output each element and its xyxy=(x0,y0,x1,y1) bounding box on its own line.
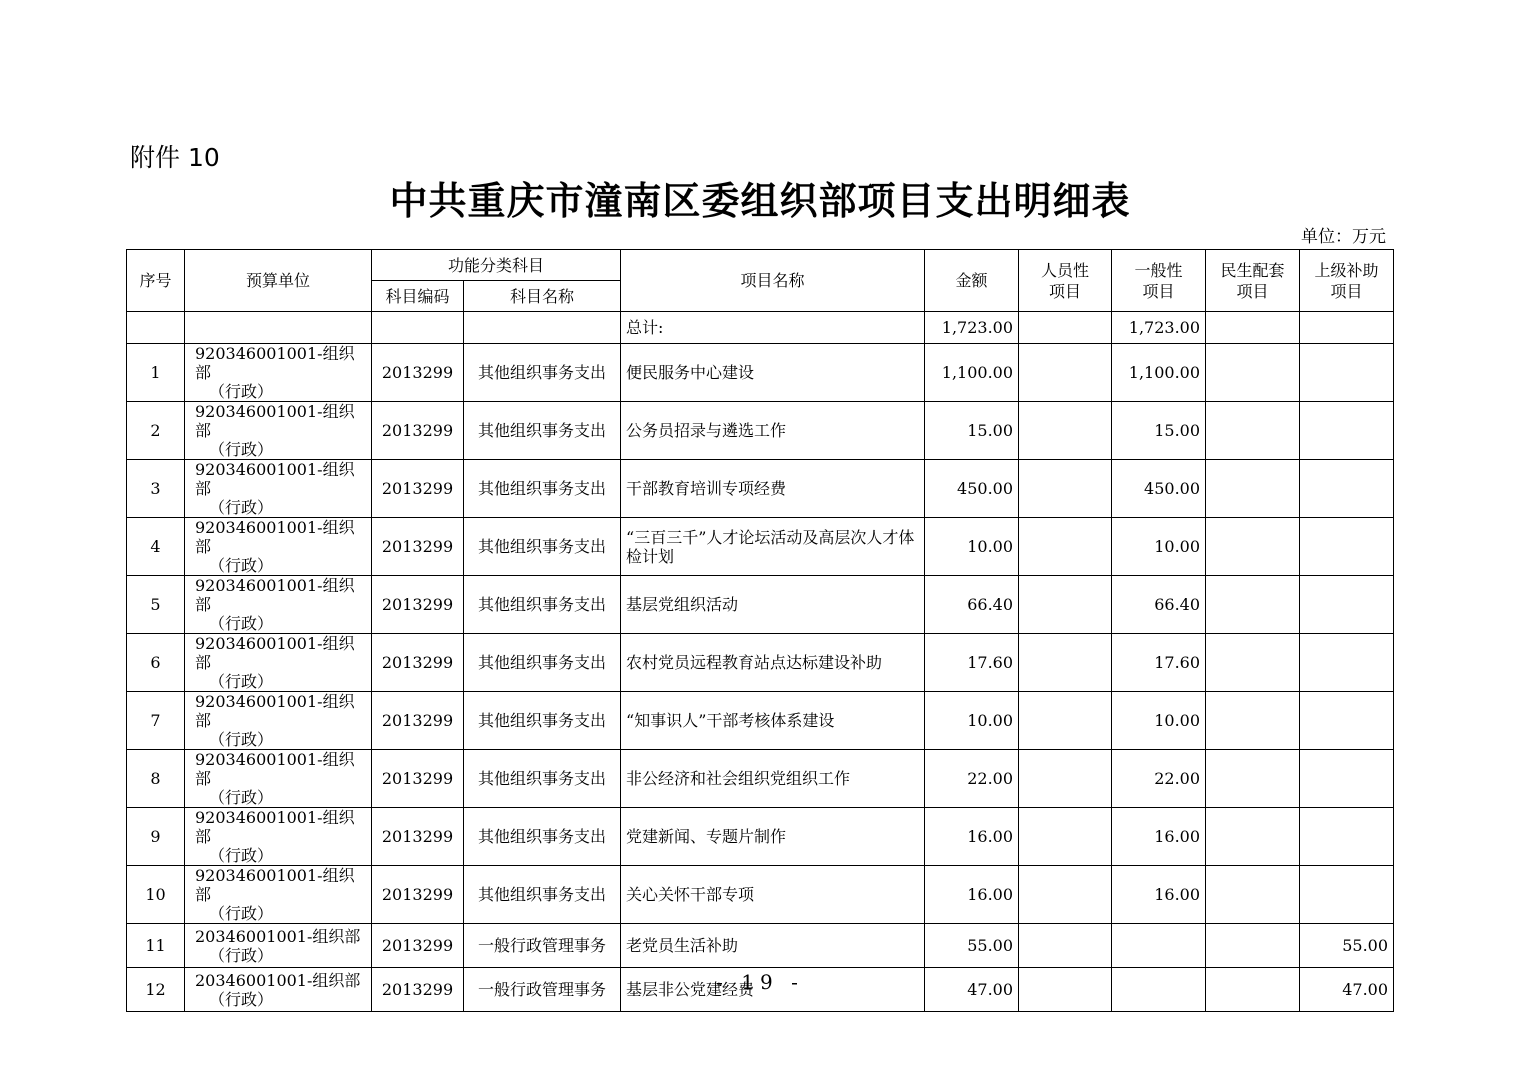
budget-unit-cell xyxy=(185,518,372,576)
total-unit-cell xyxy=(185,312,372,344)
subject-name-cell: 其他组织事务支出 xyxy=(464,344,621,402)
budget-unit-code: 920346001001-组织部 xyxy=(195,460,355,498)
subject-name-cell: 其他组织事务支出 xyxy=(464,402,621,460)
total-superior-cell xyxy=(1300,312,1394,344)
project-name-cell: 干部教育培训专项经费 xyxy=(621,460,925,518)
budget-unit-code: 920346001001-组织部 xyxy=(195,866,355,904)
header-general-line2: 项目 xyxy=(1142,281,1175,301)
livelihood-cell xyxy=(1206,866,1300,924)
table-row xyxy=(127,344,1394,402)
general-cell: 66.40 xyxy=(1112,576,1206,634)
table-row xyxy=(127,634,1394,692)
budget-unit-type: （行政） xyxy=(209,672,274,691)
header-budget-unit: 预算单位 xyxy=(185,250,372,312)
budget-unit-type: （行政） xyxy=(209,730,274,749)
general-cell: 1,100.00 xyxy=(1112,344,1206,402)
personnel-cell xyxy=(1019,750,1112,808)
header-subject-name: 科目名称 xyxy=(464,281,621,312)
personnel-cell xyxy=(1019,692,1112,750)
subject-code-cell: 2013299 xyxy=(372,750,464,808)
budget-unit-type: （行政） xyxy=(209,614,274,633)
general-cell: 450.00 xyxy=(1112,460,1206,518)
livelihood-cell xyxy=(1206,460,1300,518)
subject-code-cell: 2013299 xyxy=(372,968,464,1012)
superior-cell xyxy=(1300,866,1394,924)
superior-cell xyxy=(1300,634,1394,692)
header-project-name: 项目名称 xyxy=(621,250,925,312)
subject-code-cell: 2013299 xyxy=(372,924,464,968)
budget-unit-cell xyxy=(185,692,372,750)
subject-name-cell: 其他组织事务支出 xyxy=(464,866,621,924)
budget-unit-type: （行政） xyxy=(209,788,274,807)
personnel-cell xyxy=(1019,402,1112,460)
superior-cell: 55.00 xyxy=(1300,924,1394,968)
budget-unit-cell xyxy=(185,576,372,634)
amount-cell: 55.00 xyxy=(925,924,1019,968)
general-cell: 15.00 xyxy=(1112,402,1206,460)
subject-code-cell: 2013299 xyxy=(372,518,464,576)
subject-code-cell: 2013299 xyxy=(372,866,464,924)
project-name-cell: 非公经济和社会组织党组织工作 xyxy=(621,750,925,808)
personnel-cell xyxy=(1019,518,1112,576)
project-name-cell: 基层非公党建经费 xyxy=(621,968,925,1012)
total-amount: 1,723.00 xyxy=(925,312,1019,344)
header-general xyxy=(1112,250,1206,312)
superior-cell xyxy=(1300,576,1394,634)
subject-name-cell: 一般行政管理事务 xyxy=(464,924,621,968)
superior-cell xyxy=(1300,750,1394,808)
amount-cell: 1,100.00 xyxy=(925,344,1019,402)
personnel-cell xyxy=(1019,634,1112,692)
seq-cell: 1 xyxy=(127,344,185,402)
budget-unit-cell xyxy=(185,866,372,924)
livelihood-cell xyxy=(1206,692,1300,750)
subject-name-cell: 其他组织事务支出 xyxy=(464,634,621,692)
header-personnel-line2: 项目 xyxy=(1049,281,1082,301)
table-row xyxy=(127,924,1394,968)
budget-unit-code: 20346001001-组织部 xyxy=(195,970,361,990)
budget-unit-cell xyxy=(185,750,372,808)
general-cell: 10.00 xyxy=(1112,692,1206,750)
budget-unit-type: （行政） xyxy=(209,945,274,965)
table-row xyxy=(127,808,1394,866)
table-row xyxy=(127,402,1394,460)
table-row xyxy=(127,866,1394,924)
budget-unit-cell xyxy=(185,344,372,402)
subject-code-cell: 2013299 xyxy=(372,460,464,518)
subject-name-cell: 其他组织事务支出 xyxy=(464,750,621,808)
budget-unit-code: 920346001001-组织部 xyxy=(195,634,355,672)
livelihood-cell xyxy=(1206,808,1300,866)
table-header xyxy=(127,250,1394,312)
seq-cell: 7 xyxy=(127,692,185,750)
total-livelihood-cell xyxy=(1206,312,1300,344)
livelihood-cell xyxy=(1206,518,1300,576)
table-row xyxy=(127,750,1394,808)
amount-cell: 16.00 xyxy=(925,866,1019,924)
budget-unit-code: 920346001001-组织部 xyxy=(195,344,355,382)
page-number: - 19 - xyxy=(716,970,804,994)
livelihood-cell xyxy=(1206,576,1300,634)
subject-code-cell: 2013299 xyxy=(372,344,464,402)
subject-name-cell: 其他组织事务支出 xyxy=(464,460,621,518)
subject-code-cell: 2013299 xyxy=(372,402,464,460)
seq-cell: 8 xyxy=(127,750,185,808)
header-general-line1: 一般性 xyxy=(1134,260,1183,280)
unit-label: 单位：万元 xyxy=(1301,227,1386,247)
budget-unit-code: 920346001001-组织部 xyxy=(195,692,355,730)
amount-cell: 16.00 xyxy=(925,808,1019,866)
amount-cell: 10.00 xyxy=(925,692,1019,750)
project-name-cell: 党建新闻、专题片制作 xyxy=(621,808,925,866)
general-cell xyxy=(1112,924,1206,968)
subject-name-cell: 其他组织事务支出 xyxy=(464,692,621,750)
total-label: 总计: xyxy=(621,312,925,344)
total-subject-cell xyxy=(464,312,621,344)
attachment-label: 附件 10 xyxy=(130,143,220,172)
table-row xyxy=(127,576,1394,634)
header-subject-code: 科目编码 xyxy=(372,281,464,312)
subject-name-cell: 其他组织事务支出 xyxy=(464,518,621,576)
budget-unit-type: （行政） xyxy=(209,989,274,1009)
header-superior-line1: 上级补助 xyxy=(1314,260,1379,280)
project-name-cell: 关心关怀干部专项 xyxy=(621,866,925,924)
subject-code-cell: 2013299 xyxy=(372,808,464,866)
header-func-class: 功能分类科目 xyxy=(372,250,621,281)
seq-cell: 10 xyxy=(127,866,185,924)
total-code-cell xyxy=(372,312,464,344)
project-name-cell: 老党员生活补助 xyxy=(621,924,925,968)
budget-unit-code: 920346001001-组织部 xyxy=(195,518,355,556)
header-personnel xyxy=(1019,250,1112,312)
personnel-cell xyxy=(1019,344,1112,402)
budget-unit-type: （行政） xyxy=(209,440,274,459)
general-cell: 22.00 xyxy=(1112,750,1206,808)
general-cell: 17.60 xyxy=(1112,634,1206,692)
personnel-cell xyxy=(1019,924,1112,968)
budget-unit-type: （行政） xyxy=(209,556,274,575)
subject-code-cell: 2013299 xyxy=(372,634,464,692)
project-name-cell: 基层党组织活动 xyxy=(621,576,925,634)
table-body xyxy=(127,312,1394,1012)
amount-cell: 47.00 xyxy=(925,968,1019,1012)
budget-unit-type: （行政） xyxy=(209,382,274,401)
amount-cell: 22.00 xyxy=(925,750,1019,808)
amount-cell: 15.00 xyxy=(925,402,1019,460)
project-name-cell: 公务员招录与遴选工作 xyxy=(621,402,925,460)
superior-cell xyxy=(1300,402,1394,460)
seq-cell: 9 xyxy=(127,808,185,866)
total-general: 1,723.00 xyxy=(1112,312,1206,344)
budget-unit-cell xyxy=(185,924,372,968)
subject-name-cell: 其他组织事务支出 xyxy=(464,576,621,634)
amount-cell: 17.60 xyxy=(925,634,1019,692)
superior-cell xyxy=(1300,460,1394,518)
superior-cell xyxy=(1300,344,1394,402)
budget-unit-type: （行政） xyxy=(209,904,274,923)
project-name-cell: “知事识人”干部考核体系建设 xyxy=(621,692,925,750)
livelihood-cell xyxy=(1206,750,1300,808)
header-seq: 序号 xyxy=(127,250,185,312)
seq-cell: 11 xyxy=(127,924,185,968)
seq-cell: 4 xyxy=(127,518,185,576)
seq-cell: 2 xyxy=(127,402,185,460)
personnel-cell xyxy=(1019,808,1112,866)
total-row xyxy=(127,312,1394,344)
budget-unit-code: 20346001001-组织部 xyxy=(195,926,361,946)
header-livelihood-line1: 民生配套 xyxy=(1220,260,1285,280)
budget-unit-cell xyxy=(185,634,372,692)
livelihood-cell xyxy=(1206,634,1300,692)
budget-unit-type: （行政） xyxy=(209,846,274,865)
seq-cell: 12 xyxy=(127,968,185,1012)
subject-code-cell: 2013299 xyxy=(372,692,464,750)
budget-unit-code: 920346001001-组织部 xyxy=(195,402,355,440)
seq-cell: 3 xyxy=(127,460,185,518)
amount-cell: 10.00 xyxy=(925,518,1019,576)
header-superior-line2: 项目 xyxy=(1330,281,1363,301)
superior-cell xyxy=(1300,692,1394,750)
subject-name-cell: 一般行政管理事务 xyxy=(464,968,621,1012)
livelihood-cell xyxy=(1206,924,1300,968)
expenditure-table xyxy=(126,249,1394,1012)
amount-cell: 450.00 xyxy=(925,460,1019,518)
project-name-cell: 农村党员远程教育站点达标建设补助 xyxy=(621,634,925,692)
table-row xyxy=(127,460,1394,518)
personnel-cell xyxy=(1019,460,1112,518)
budget-unit-code: 920346001001-组织部 xyxy=(195,576,355,614)
project-name-cell: 便民服务中心建设 xyxy=(621,344,925,402)
page-title: 中共重庆市潼南区委组织部项目支出明细表 xyxy=(389,178,1131,223)
superior-cell: 47.00 xyxy=(1300,968,1394,1012)
budget-unit-type: （行政） xyxy=(209,498,274,517)
personnel-cell xyxy=(1019,866,1112,924)
budget-unit-cell xyxy=(185,402,372,460)
total-personnel-cell xyxy=(1019,312,1112,344)
personnel-cell xyxy=(1019,576,1112,634)
header-amount: 金额 xyxy=(925,250,1019,312)
table-row xyxy=(127,692,1394,750)
superior-cell xyxy=(1300,808,1394,866)
superior-cell xyxy=(1300,518,1394,576)
seq-cell: 5 xyxy=(127,576,185,634)
header-livelihood xyxy=(1206,250,1300,312)
budget-unit-code: 920346001001-组织部 xyxy=(195,808,355,846)
header-livelihood-line2: 项目 xyxy=(1236,281,1269,301)
general-cell: 16.00 xyxy=(1112,808,1206,866)
subject-name-cell: 其他组织事务支出 xyxy=(464,808,621,866)
budget-unit-code: 920346001001-组织部 xyxy=(195,750,355,788)
project-name-cell: “三百三千”人才论坛活动及高层次人才体检计划 xyxy=(621,518,925,576)
subject-code-cell: 2013299 xyxy=(372,576,464,634)
livelihood-cell xyxy=(1206,402,1300,460)
livelihood-cell xyxy=(1206,344,1300,402)
table-row xyxy=(127,518,1394,576)
seq-cell: 6 xyxy=(127,634,185,692)
budget-unit-cell xyxy=(185,808,372,866)
total-seq-cell xyxy=(127,312,185,344)
amount-cell: 66.40 xyxy=(925,576,1019,634)
header-personnel-line1: 人员性 xyxy=(1041,260,1090,280)
budget-unit-cell xyxy=(185,460,372,518)
general-cell: 16.00 xyxy=(1112,866,1206,924)
general-cell: 10.00 xyxy=(1112,518,1206,576)
header-superior xyxy=(1300,250,1394,312)
